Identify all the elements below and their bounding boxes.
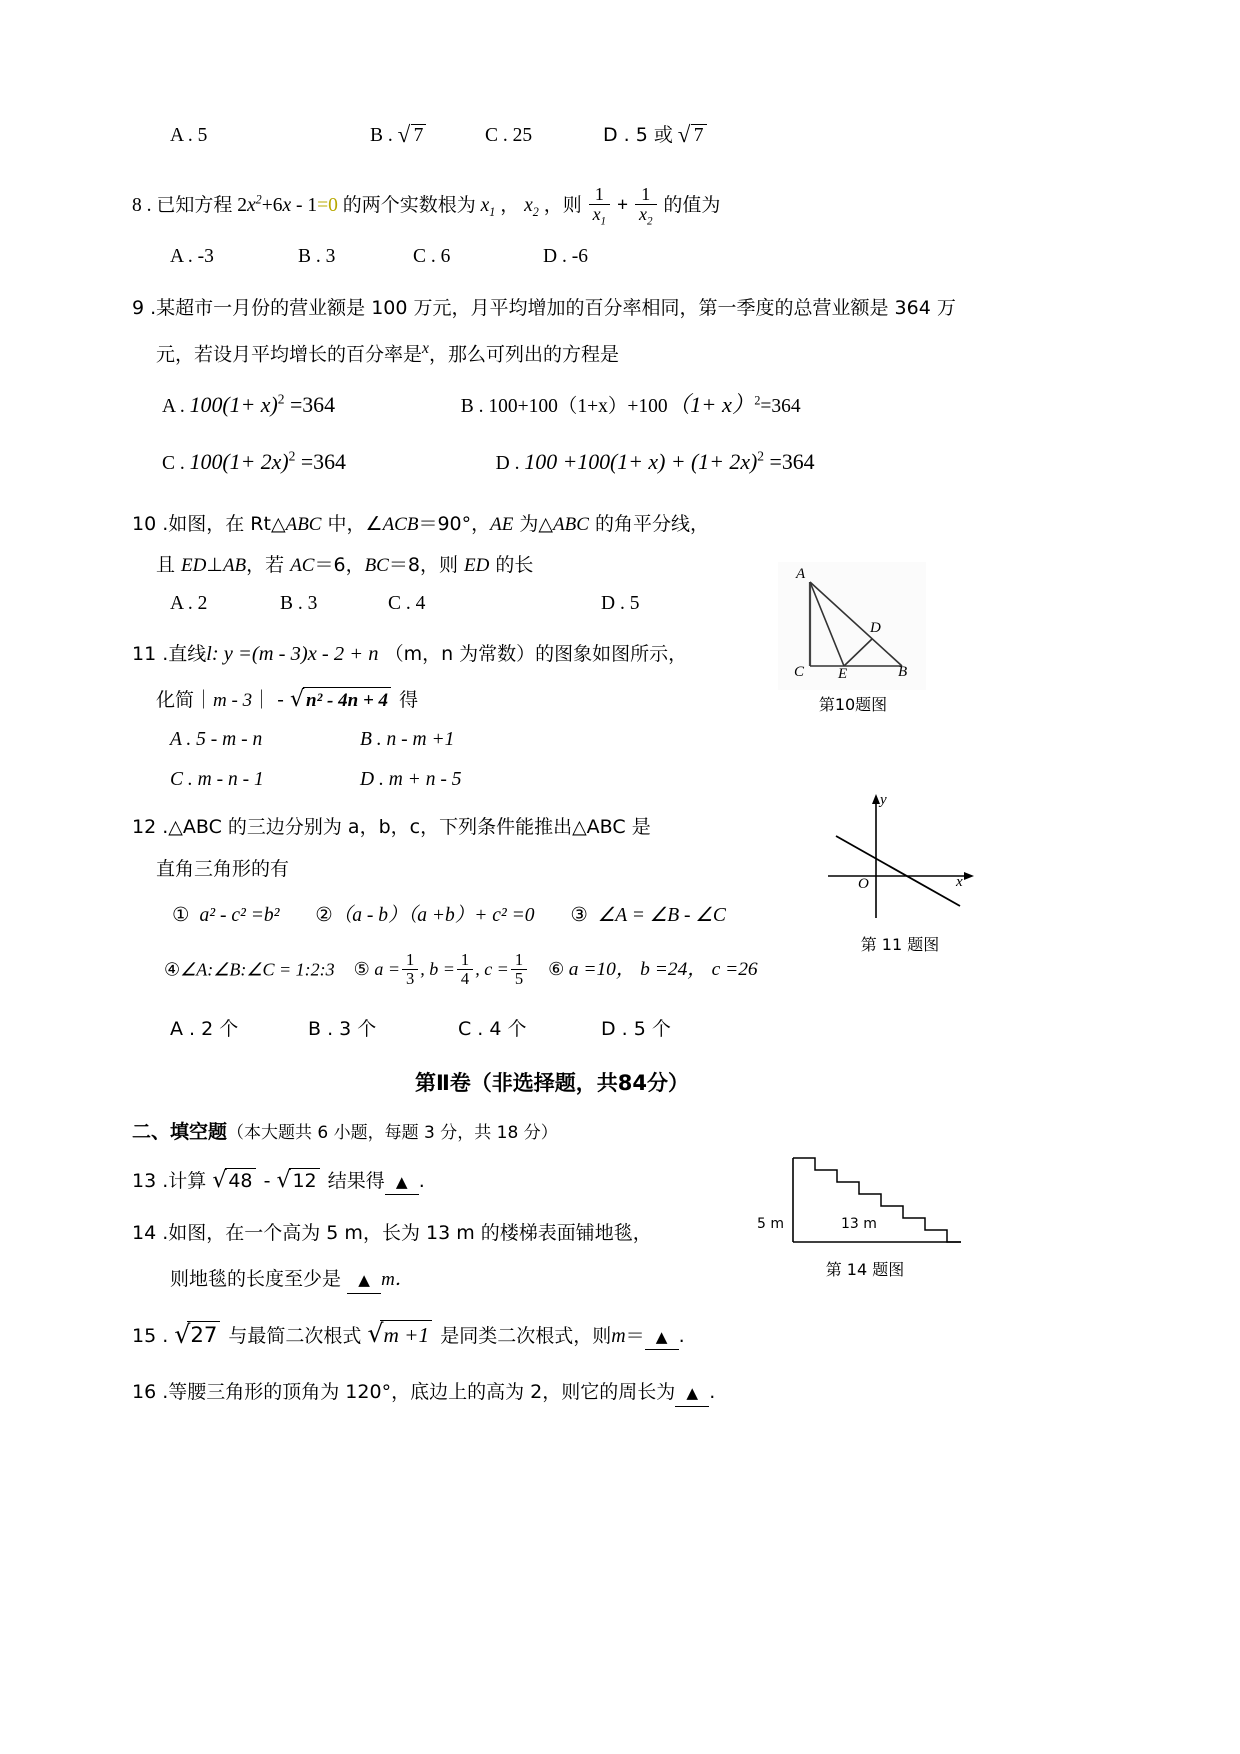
vertex-label-c: C (794, 664, 805, 680)
option-c[interactable]: C . $100(1+ 2x)^2 =364$ (162, 449, 346, 475)
option-a[interactable]: A . 2 (170, 593, 208, 615)
stair-height-label: 5 m (757, 1216, 784, 1232)
option-d[interactable]: D . 5 个 (601, 1017, 671, 1040)
item-5: ⑤ a = $\frac{1}{3}$ , b = $\frac{1}{4}$ , c = $\frac{1}{5}$ (354, 959, 534, 979)
option-a[interactable]: A . $100(1+ x)^2 =364$ (162, 391, 336, 417)
fill-in-blank-header: 二、填空题（本大题共 6 小题，每题 3 分，共 18 分） (132, 1120, 558, 1143)
question-10-stem-line1: 10 .如图，在 Rt△ABC 中，∠ACB＝90°，AE 为△ABC 的角平分线， (132, 512, 709, 535)
fraction-one-fifth: $\frac{1}{5}$ (511, 951, 527, 988)
stair-length-label: 13 m (841, 1216, 877, 1232)
option-b[interactable]: B . 3 个 (308, 1017, 377, 1040)
option-d[interactable]: D . m + n - 5 (360, 769, 462, 791)
option-a[interactable]: A . 2 个 (170, 1017, 239, 1040)
radical: √ n² - 4n + 4 (290, 687, 393, 714)
vertex-label-e: E (838, 666, 848, 682)
item-2: ②（a - b）（a +b）+ c² =0 (315, 904, 535, 926)
question-11-options-row2 (132, 769, 972, 791)
question-15: 15 . √ 27 与最简二次根式 √ m +1 是同类二次根式，则m＝ ▲ . (132, 1320, 972, 1351)
item-6: ⑥ a =10， b =24， c =26 (548, 959, 758, 981)
figure-11-caption: 第 11 题图 (860, 935, 940, 954)
exam-content (132, 120, 972, 1407)
option-b[interactable]: B . 3 (298, 245, 336, 267)
question-11-options-row1 (132, 729, 972, 751)
question-9-options-row2 (132, 448, 972, 478)
option-a[interactable]: A . 5 - m - n (170, 729, 263, 751)
item-1: ① a² - c² =b² (172, 904, 280, 926)
fraction-one-over-x2: $\frac{1}{x_2}$ (635, 185, 657, 228)
question-11-stem-line1: 11 .直线l: y =(m - 3)x - 2 + n （m，n 为常数）的图象如图所示， (132, 643, 688, 666)
option-a[interactable]: A . 5 (170, 125, 208, 146)
item-3: ③ ∠A = ∠B - ∠C (570, 904, 726, 926)
question-9-stem-line1: 9 .某超市一月份的营业额是 100 万元，月平均增加的百分率相同，第一季度的总营业额是 364 万 (132, 296, 956, 319)
radical: √ 12 (276, 1168, 321, 1195)
question-16: 16 .等腰三角形的顶角为 120°，底边上的高为 2，则它的周长为 ▲ . (132, 1380, 972, 1407)
radical: √ 48 (212, 1168, 257, 1195)
section-2-title: 第Ⅱ卷（非选择题，共84分） (414, 1070, 690, 1095)
question-12-options (132, 1014, 972, 1041)
question-12-items-row1 (132, 903, 972, 929)
option-b[interactable]: B . $100+100(1+x)+100(1+ x)^2=364$ (460, 391, 801, 417)
radical: √ 27 (174, 1321, 222, 1351)
figure-10-caption: 第10题图 (818, 695, 888, 714)
question-14-line1: 14 .如图，在一个高为 5 m，长为 13 m 的楼梯表面铺地毯， (132, 1222, 652, 1245)
option-c[interactable]: C . m - n - 1 (170, 769, 264, 791)
option-d[interactable]: D . $100 +100(1+ x) + (1+ 2x)^2 =364$ (495, 449, 815, 475)
vertex-label-a: A (796, 566, 806, 582)
answer-blank[interactable]: ▲ (675, 1380, 709, 1407)
figure-14-caption: 第 14 题图 (825, 1260, 905, 1279)
option-c[interactable]: C . 4 (388, 593, 426, 615)
option-b[interactable]: B . 3 (280, 593, 318, 615)
question-11-stem-line2: 化简｜m - 3｜ - √ n² - 4n + 4 得 (132, 687, 972, 714)
answer-blank[interactable]: ▲ (347, 1267, 381, 1294)
option-b[interactable]: B . √ 7 (370, 124, 485, 147)
option-c[interactable]: C . 4 个 (458, 1017, 527, 1040)
origin-label: O (858, 876, 869, 892)
vertex-label-b: B (898, 664, 908, 680)
radical: √ 7 (678, 124, 709, 147)
question-13: 13 .计算 √ 48 - √ 12 结果得 ▲ . (132, 1168, 972, 1196)
fraction-one-fourth: $\frac{1}{4}$ (457, 951, 473, 988)
question-12-items-row2 (132, 951, 972, 988)
question-8-options (132, 246, 972, 268)
option-b[interactable]: B . n - m +1 (360, 729, 455, 751)
option-c[interactable]: C . 6 (413, 245, 451, 267)
fraction-one-over-x1: $\frac{1}{x_1}$ (589, 185, 611, 228)
question-8-stem: 8 . 已知方程 $2x^2+6x - 1=0$ 的两个实数根为 $x_1$ ， $x_2$ ，则 $\frac{1}{x_1}$ + $\frac{1}{x_2}$ 的值为 (132, 184, 721, 228)
radical: √ m +1 (367, 1320, 434, 1351)
answer-blank[interactable]: ▲ (385, 1169, 419, 1196)
axis-label-y: y (880, 792, 887, 808)
item-4: ④∠A:∠B:∠C = 1:2:3 (164, 959, 335, 980)
fraction-one-third: $\frac{1}{3}$ (402, 951, 418, 988)
option-a[interactable]: A . -3 (170, 245, 214, 267)
question-9-stem-line2: 元，若设月平均增长的百分率是$^x$，那么可列出的方程是 (156, 339, 619, 365)
question-9-options-row1 (132, 390, 972, 420)
question-10-options (132, 593, 972, 615)
question-10-stem-line2: 且 ED⊥AB，若 AC＝6，BC＝8，则 ED 的长 (156, 554, 534, 577)
option-d[interactable]: D . -6 (543, 245, 588, 267)
answer-blank[interactable]: ▲ (645, 1324, 679, 1351)
axis-label-x: x (956, 874, 963, 890)
vertex-label-d: D (870, 620, 881, 636)
radical: √ 7 (398, 124, 429, 147)
option-d[interactable]: D . 5 (601, 593, 640, 615)
question-12-stem-line1: 12 .△ABC 的三边分别为 a，b，c，下列条件能推出△ABC 是 (132, 816, 651, 839)
option-d[interactable]: D . 5 或 √ 7 (603, 120, 709, 147)
question-7-options (132, 120, 972, 147)
question-14-line2: 则地毯的长度至少是 ▲ m． (132, 1267, 972, 1294)
option-c[interactable]: C . 25 (485, 125, 533, 146)
question-12-stem-line2: 直角三角形的有 (156, 858, 290, 881)
